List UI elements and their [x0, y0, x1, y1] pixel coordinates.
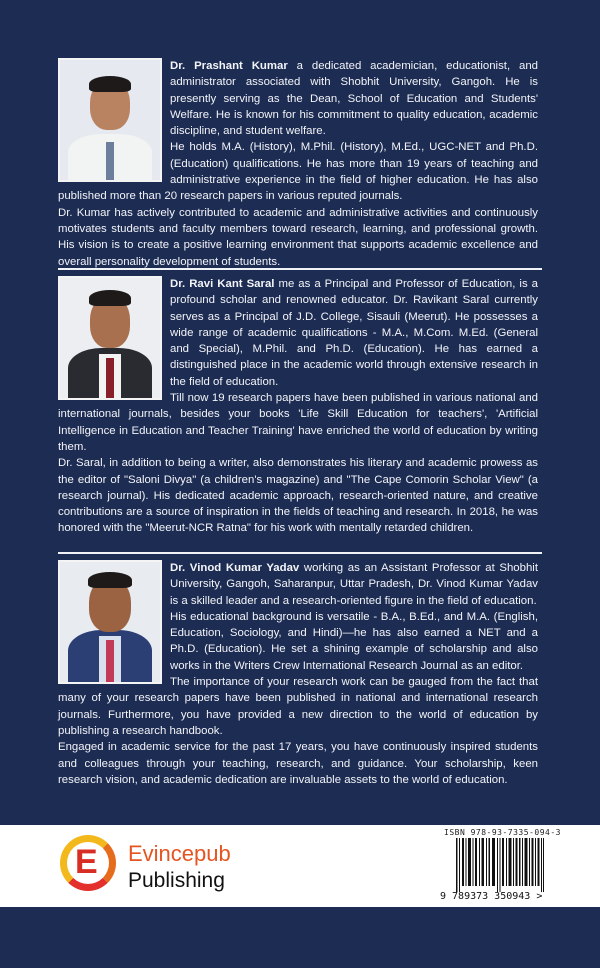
bio-intro: working as an Assistant Professor at Shobhit University, Gangoh, Saharanpur, Uttar Pradesh, Dr. Vinod Kumar Yadav is a skilled leader and a research-oriented figure in the field of education. — [170, 562, 538, 607]
bio-paragraph: Dr. Kumar has actively contributed to academic and administrative activities and continuously motivates students and faculty members toward research, learning, and professional growth. His vision is to create a positive learning environment that supports academic excellence and overall personality development of students. — [58, 206, 538, 268]
portrait-photo-vinod-kumar-yadav — [58, 560, 162, 684]
bio-paragraph: Engaged in academic service for the past 17 years, you have continuously inspired students and colleagues through your teaching, research, and guidance. Your scholarship, keen research vision, and academic dedication are invaluable assets to the world of education. — [58, 741, 538, 786]
bio-vinod-kumar-yadav — [58, 560, 538, 788]
bio-ravi-kant-saral — [58, 276, 538, 537]
bio-paragraph: Dr. Saral, in addition to being a writer, also demonstrates his literary and academic prowess as the editor of "Saloni Divya" (a children's magazine) and "The Cape Comorin Scholar View" (a research journal). His dedicated academic approach, research-oriented nature, and creative contributions are a source of inspiration in the fields of teaching and research. In 2018, he was honored with the "Meerut-NCR Ratna" for his work with mentally retarded children. — [58, 457, 538, 535]
portrait-photo-ravi-kant-saral — [58, 276, 162, 400]
author-name: Dr. Prashant Kumar — [170, 60, 288, 72]
author-name: Dr. Ravi Kant Saral — [170, 278, 275, 290]
bio-prashant-kumar — [58, 58, 538, 270]
bio-paragraph: He holds M.A. (History), M.Phil. (History), M.Ed., UGC-NET and Ph.D. (Education) qualifications. He has more than 19 years of teaching and administrative experience in the field of higher education. He has also published more than 20 research papers in various reputed journals. — [58, 141, 538, 203]
bio-paragraph: Till now 19 research papers have been published in various national and international journals, besides your books 'Life Skill Education for teachers', 'Artificial Intelligence in Education and Teacher Training' have enriched the world of education by writing them. — [58, 392, 538, 453]
isbn-digits: 9 789373 350943 > — [440, 891, 543, 902]
barcode-icon — [456, 838, 544, 892]
author-name: Dr. Vinod Kumar Yadav — [170, 562, 300, 574]
bio-paragraph: His educational background is versatile - B.A., B.Ed., and M.A. (English, Education, Sociology, and Hindi)—he has also earned a NET and a Ph.D. (Education). He set a shining example of scholarship and also works in the Writers Crew International Research Journal as an editor. — [170, 610, 538, 672]
isbn-label: ISBN 978-93-7335-094-3 — [444, 828, 561, 837]
bio-intro: a dedicated academician, educationist, and administrator associated with Shobhit University, Gangoh. He is presently serving as the Dean, School of Education and Students' Welfare. He is known for his commitment to quality education, academic discipline, and student welfare. — [170, 60, 538, 138]
publisher-subname: Publishing — [128, 869, 225, 892]
divider — [58, 552, 542, 554]
publisher-name: Evincepub — [128, 841, 231, 866]
bio-paragraph: The importance of your research work can be gauged from the fact that many of your research papers have been published in national and international research journals. Furthermore, you have provided a new direction to the world of education by publishing a research handbook. — [58, 676, 538, 737]
publisher-footer — [0, 825, 600, 907]
portrait-photo-prashant-kumar — [58, 58, 162, 182]
divider — [58, 268, 542, 270]
bio-intro: me as a Principal and Professor of Education, is a profound scholar and renowned educator. Dr. Ravikant Saral currently serves as a Principal of J.D. College, Sisauli (Meerut). He possesses a wide range of academic qualifications - M.A., M.Com. M.Ed. (General and Special), M.Phil. and Ph.D. (Education). He has earned a distinguished place in the academic world through extensive research in the field of education. — [170, 278, 538, 388]
publisher-logo-letter: E — [75, 843, 98, 881]
